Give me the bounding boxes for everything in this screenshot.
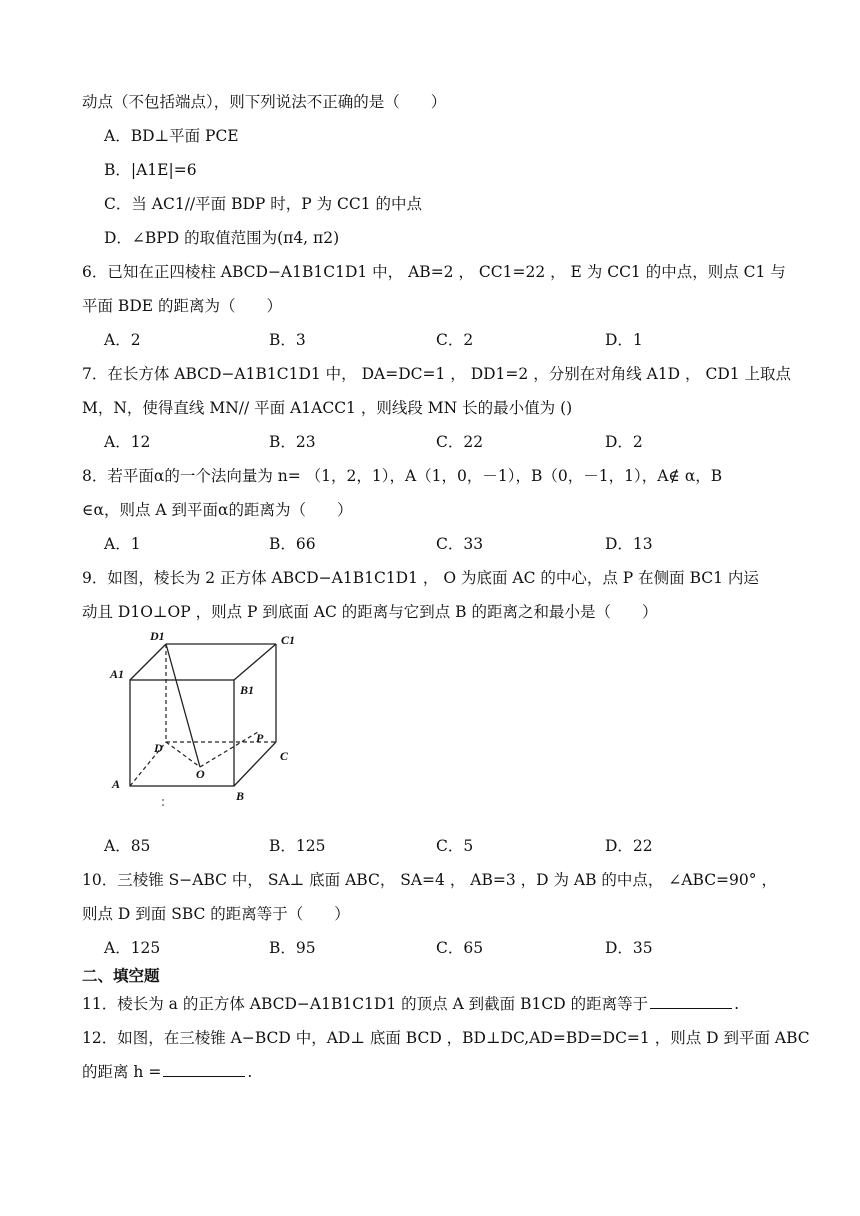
q10-line2: 则点 D 到面 SBC 的距离等于（ ） — [82, 905, 350, 923]
q6-option-c: C．2 — [436, 331, 474, 349]
label-d1: D1 — [150, 629, 165, 643]
q8-line1: 8．若平面α的一个法向量为 n= （1，2，1），A（1，0，－1），B（0，－1，1），A∉ α，B — [82, 467, 723, 485]
q8-option-c: C．33 — [436, 535, 484, 553]
q8-line2: ∈α，则点 A 到平面α的距离为（ ） — [82, 501, 353, 519]
q10-option-a: A．125 — [104, 939, 161, 957]
q9-option-a: A．85 — [104, 837, 151, 855]
label-c: C — [280, 749, 289, 763]
q10-line1: 10．三棱锥 S−ABC 中， SA⊥ 底面 ABC， SA=4 ， AB=3 ，D 为 AB 的中点， ∠ABC=90° ， — [82, 871, 777, 889]
label-b: B — [236, 789, 245, 803]
q7-option-a: A．12 — [104, 433, 151, 451]
q12-end: . — [247, 1063, 253, 1081]
q7-option-c: C．22 — [436, 433, 484, 451]
q10-option-b: B．95 — [269, 939, 316, 957]
q9-option-c: C．5 — [436, 837, 474, 855]
label-p: P — [256, 731, 264, 745]
q12-line2: 的距离 h = — [82, 1063, 162, 1081]
q11-end: . — [734, 995, 740, 1013]
label-a1: A1 — [110, 667, 125, 681]
q7-option-b: B．23 — [269, 433, 316, 451]
q11-line — [82, 992, 739, 1014]
q8-option-b: B．66 — [269, 535, 316, 553]
q6-option-b: B．3 — [269, 331, 306, 349]
q9-option-d: D．22 — [605, 837, 653, 855]
q5-option-b: B．|A1E|=6 — [104, 161, 197, 179]
q6-line2: 平面 BDE 的距离为（ ） — [82, 297, 282, 315]
label-d: D — [154, 741, 163, 755]
label-a: A — [112, 777, 121, 791]
q8-option-a: A．1 — [104, 535, 141, 553]
q7-line1: 7．在长方体 ABCD−A1B1C1D1 中， DA=DC=1 ， DD1=2 ，分别在对角线 A1D ， CD1 上取点 — [82, 365, 792, 383]
q5-option-d: D．∠BPD 的取值范围为(π4, π2) — [104, 229, 340, 247]
q5-tail: 动点（不包括端点），则下列说法不正确的是（ ） — [82, 93, 447, 111]
q6-option-a: A．2 — [104, 331, 141, 349]
q10-option-d: D．35 — [605, 939, 653, 957]
q5-option-a: A．BD⊥平面 PCE — [104, 127, 239, 145]
q9-option-b: B．125 — [269, 837, 326, 855]
q12-answer-blank[interactable] — [163, 1062, 245, 1077]
q11-answer-blank[interactable] — [650, 994, 732, 1009]
cube-figure — [104, 628, 304, 812]
q6-line1: 6．已知在正四棱柱 ABCD−A1B1C1D1 中， AB=2 ， CC1=22 ， E 为 CC1 的中点，则点 C1 与 — [82, 263, 786, 281]
label-b1: B1 — [240, 683, 255, 697]
q8-option-d: D．13 — [605, 535, 653, 553]
q7-option-d: D．2 — [605, 433, 643, 451]
q12-line1: 12．如图，在三棱锥 A−BCD 中，AD⊥ 底面 BCD ，BD⊥DC,AD=BD=DC=1 ，则点 D 到平面 ABC — [82, 1029, 810, 1047]
q12-line2-wrap — [82, 1060, 252, 1082]
q9-line2: 动且 D1O⊥OP ，则点 P 到底面 AC 的距离与它到点 B 的距离之和最小是（ ） — [82, 603, 658, 621]
q11-text: 11．棱长为 a 的正方体 ABCD−A1B1C1D1 的顶点 A 到截面 B1CD 的距离等于 — [82, 995, 649, 1013]
q9-line1: 9．如图，棱长为 2 正方体 ABCD−A1B1C1D1 ， O 为底面 AC 的中心，点 P 在侧面 BC1 内运 — [82, 569, 759, 587]
label-o: O — [196, 767, 205, 781]
label-c1: C1 — [281, 633, 296, 647]
q10-option-c: C．65 — [436, 939, 484, 957]
q7-line2: M，N，使得直线 MN// 平面 A1ACC1 ，则线段 MN 长的最小值为 () — [82, 399, 573, 417]
q5-option-c: C．当 AC1//平面 BDP 时，P 为 CC1 的中点 — [104, 195, 423, 213]
section-heading: 二、填空题 — [82, 967, 160, 985]
q6-option-d: D．1 — [605, 331, 643, 349]
